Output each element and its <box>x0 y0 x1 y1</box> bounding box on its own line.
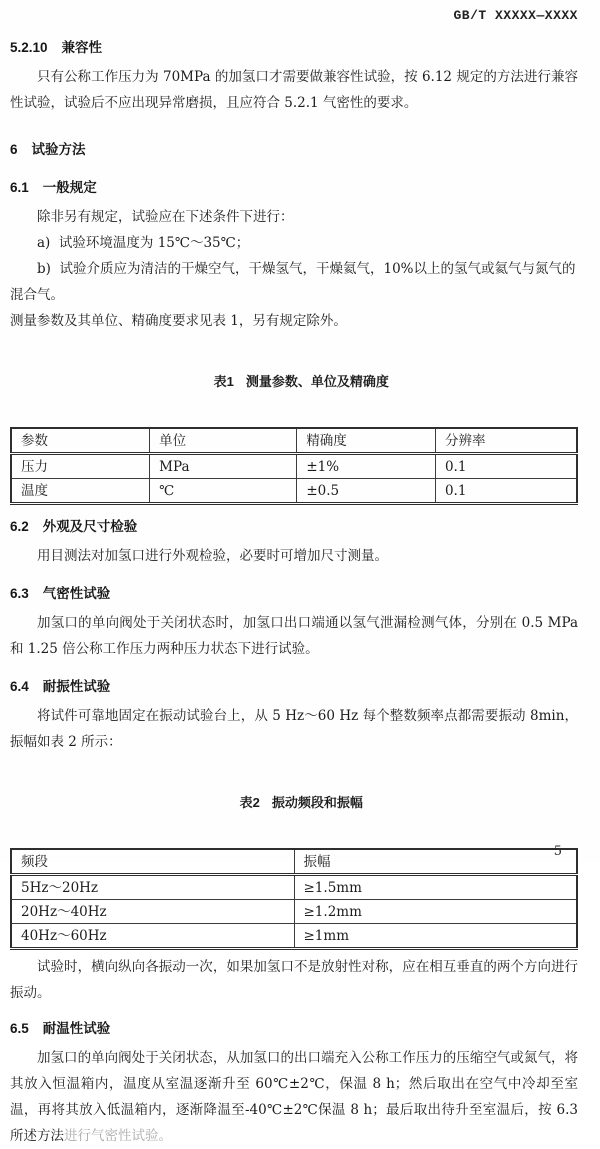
chapter-heading-6 <box>10 141 578 159</box>
section-number: 6.2 <box>10 519 29 534</box>
table-cell: ≥1.5mm <box>294 875 577 900</box>
table-vibration-amplitude <box>10 848 578 950</box>
section-title: 耐温性试验 <box>42 1021 111 1036</box>
table-cell: 5Hz～20Hz <box>11 875 294 900</box>
section-heading-6-2 <box>10 518 578 536</box>
table1-caption <box>10 343 578 421</box>
list-item-a: a) 试验环境温度为 15℃～35℃； <box>37 235 250 251</box>
section-number: 6.3 <box>10 586 29 601</box>
table-row <box>11 454 577 479</box>
table-cell: ≥1mm <box>294 924 577 949</box>
table-row <box>11 479 577 504</box>
section-heading-6-3 <box>10 585 578 603</box>
section-number: 6.5 <box>10 1021 29 1036</box>
paragraph-vibration-note: 试验时，横向纵向各振动一次，如果加氢口不是放射性对称，应在相互垂直的两个方向进行振动。 <box>10 959 578 1001</box>
section-title: 一般规定 <box>42 180 97 195</box>
table1-header-parameter: 参数 <box>11 428 150 454</box>
list-item-b: b) 试验介质应为清洁的干燥空气，干燥氢气，干燥氦气，10%以上的氢气或氦气与氮气的混合气。 <box>10 261 576 303</box>
table-row <box>11 875 577 900</box>
table2-caption-title: 振动频段和振幅 <box>271 795 363 810</box>
table2-header-frequency: 频段 <box>11 849 294 875</box>
section-title: 耐振性试验 <box>42 679 111 694</box>
section-number: 6.1 <box>10 180 29 195</box>
chapter-number: 6 <box>10 142 18 157</box>
table-cell: 0.1 <box>435 454 577 479</box>
table-cell: 20Hz～40Hz <box>11 900 294 924</box>
table-cell: 压力 <box>11 454 150 479</box>
section-heading-6-1 <box>10 179 578 197</box>
table-cell: MPa <box>150 454 297 479</box>
table-row <box>11 900 577 924</box>
table2-caption <box>10 764 578 842</box>
section-number: 6.4 <box>10 679 29 694</box>
table-cell: 40Hz～60Hz <box>11 924 294 949</box>
page-number: 5 <box>553 844 562 859</box>
section-title: 兼容性 <box>61 40 103 55</box>
section-heading-5-2-10 <box>10 39 578 57</box>
table-cell: ±0.5 <box>297 479 436 504</box>
table1-header-resolution: 分辨率 <box>435 428 577 454</box>
table1-header-unit: 单位 <box>150 428 297 454</box>
table-cell: 温度 <box>11 479 150 504</box>
paragraph-temperature-test <box>10 1045 578 1149</box>
paragraph-vibration-test: 将试件可靠地固定在振动试验台上，从 5 Hz～60 Hz 每个整数频率点都需要振动 8min，振幅如表 2 所示： <box>10 708 578 750</box>
table-cell: ±1% <box>297 454 436 479</box>
section-title: 外观及尺寸检验 <box>42 519 138 534</box>
table-cell: ℃ <box>150 479 297 504</box>
standard-number-header: GB/T XXXXX—XXXX <box>453 8 578 23</box>
paragraph-temperature-test-faded: 进行气密性试验。 <box>64 1128 172 1144</box>
paragraph-temperature-test-main: 加氢口的单向阀处于关闭状态，从加氢口的出口端充入公称工作压力的压缩空气或氮气，将其放入恒温箱内，温度从室温逐渐升至 60℃±2℃，保温 8 h；然后取出在空气中冷却至室温，再将其放入低温箱内，逐渐降温至-40℃±2℃保温 8 h；最后取出待升至室温后，按 6.3 所述方法 <box>10 1050 578 1144</box>
table-cell: ≥1.2mm <box>294 900 577 924</box>
paragraph-compatibility: 只有公称工作压力为 70MPa 的加氢口才需要做兼容性试验，按 6.12 规定的方法进行兼容性试验，试验后不应出现异常磨损，且应符合 5.2.1 气密性的要求。 <box>10 69 578 111</box>
section-number: 5.2.10 <box>10 40 48 55</box>
table2-header-amplitude: 振幅 <box>294 849 577 875</box>
table1-header-accuracy: 精确度 <box>297 428 436 454</box>
table2-caption-number: 表2 <box>239 795 260 810</box>
section-heading-6-4 <box>10 678 578 696</box>
table-row <box>11 924 577 949</box>
table1-caption-number: 表1 <box>213 374 234 389</box>
table-measurement-parameters <box>10 427 578 505</box>
section-heading-6-5 <box>10 1020 578 1038</box>
section-title: 气密性试验 <box>42 586 111 601</box>
table1-caption-title: 测量参数、单位及精确度 <box>245 374 389 389</box>
table-cell: 0.1 <box>435 479 577 504</box>
paragraph-airtightness-test: 加氢口的单向阀处于关闭状态时，加氢口出口端通以氢气泄漏检测气体，分别在 0.5 MPa 和 1.25 倍公称工作压力两种压力状态下进行试验。 <box>10 615 578 657</box>
paragraph-visual-inspection: 用目测法对加氢口进行外观检验，必要时可增加尺寸测量。 <box>37 548 388 564</box>
table-header-row <box>11 849 577 875</box>
paragraph-general-intro: 除非另有规定，试验应在下述条件下进行： <box>37 209 294 225</box>
paragraph-measurement-note: 测量参数及其单位、精确度要求见表 1，另有规定除外。 <box>10 313 347 329</box>
chapter-title: 试验方法 <box>31 142 86 157</box>
table-header-row <box>11 428 577 454</box>
